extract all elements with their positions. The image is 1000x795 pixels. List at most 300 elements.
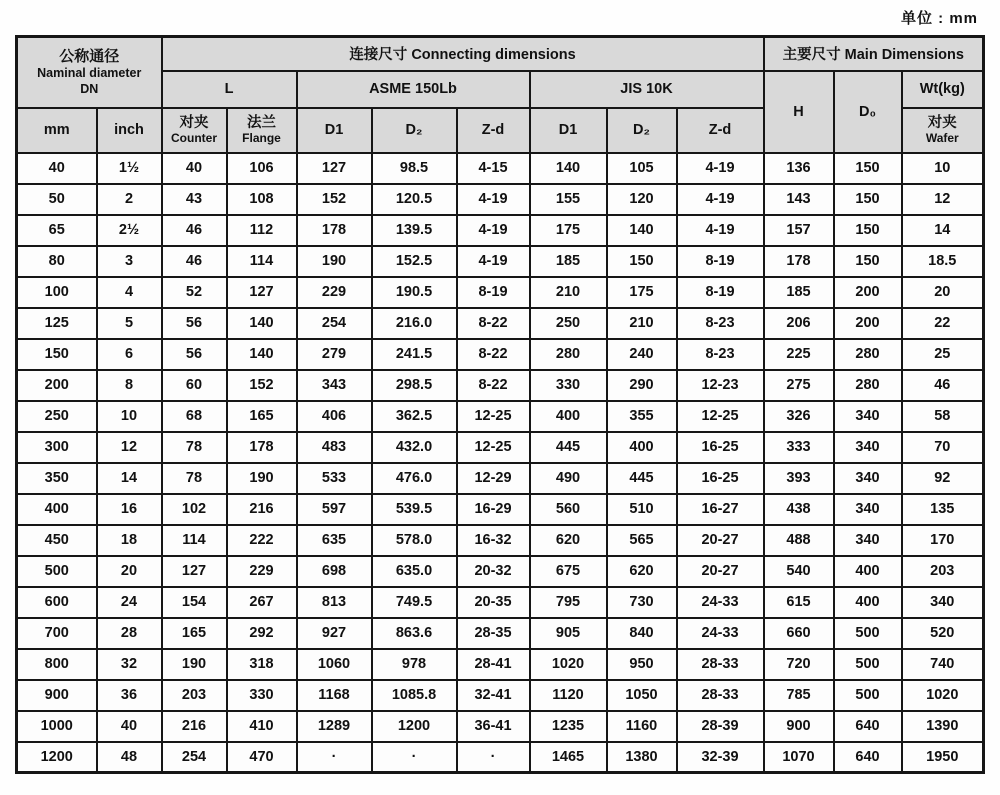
table-cell: 58 [902,401,984,432]
table-cell: 483 [297,432,372,463]
table-row [17,649,984,680]
table-cell: 150 [834,153,902,184]
table-row [17,370,984,401]
header-row-subgroups [17,71,984,108]
table-cell: 16-32 [457,525,530,556]
table-cell: 127 [297,153,372,184]
table-cell: 8-19 [457,277,530,308]
table-cell: 50 [17,184,97,215]
table-row [17,153,984,184]
header-main-group: 主要尺寸 Main Dimensions [764,37,984,71]
table-cell: 12-25 [457,401,530,432]
table-cell: 56 [162,308,227,339]
table-cell: 330 [530,370,607,401]
table-cell: 150 [834,215,902,246]
table-cell: 190 [162,649,227,680]
table-cell: 16-25 [677,463,764,494]
table-cell: 22 [902,308,984,339]
flange-label-zh: 法兰 [247,115,276,132]
table-cell: 46 [162,215,227,246]
table-cell: 1168 [297,680,372,711]
table-row [17,215,984,246]
table-cell: 24-33 [677,618,764,649]
table-cell: 229 [227,556,297,587]
table-row [17,618,984,649]
dn-group-label-zh: 公称通径 [59,47,120,65]
table-cell: 1200 [372,711,457,742]
table-cell: 140 [607,215,677,246]
table-cell: 135 [902,494,984,525]
table-cell: 105 [607,153,677,184]
table-cell: 206 [764,308,834,339]
table-cell: 28-33 [677,649,764,680]
table-cell: 24-33 [677,587,764,618]
table-row [17,587,984,618]
table-body [17,153,984,773]
table-cell: 56 [162,339,227,370]
table-cell: 1950 [902,742,984,773]
table-cell: 32-41 [457,680,530,711]
table-cell: 4-19 [457,184,530,215]
wafer-label-zh: 对夹 [927,115,957,132]
dn-group-label-en: Naminal diameter [37,66,142,81]
table-cell: 400 [834,556,902,587]
table-cell: 152 [227,370,297,401]
table-cell: 1020 [902,680,984,711]
table-cell: 127 [162,556,227,587]
table-cell: 14 [902,215,984,246]
table-cell: 500 [834,618,902,649]
table-cell: 8-22 [457,339,530,370]
table-cell: 170 [902,525,984,556]
table-cell: 640 [834,711,902,742]
table-cell: 18.5 [902,246,984,277]
table-cell: 400 [17,494,97,525]
table-cell: · [372,742,457,773]
table-cell: 16 [97,494,162,525]
header-jis-zd-column: Z-d [677,108,764,153]
table-cell: 539.5 [372,494,457,525]
table-cell: 615 [764,587,834,618]
table-cell: 6 [97,339,162,370]
table-cell: 1070 [764,742,834,773]
table-cell: 120 [607,184,677,215]
table-cell: 8-22 [457,308,530,339]
table-cell: 490 [530,463,607,494]
table-cell: 140 [227,308,297,339]
table-cell: 150 [17,339,97,370]
table-cell: 203 [902,556,984,587]
header-wafer-column [902,108,984,153]
table-cell: 3 [97,246,162,277]
table-cell: 863.6 [372,618,457,649]
counter-label-zh: 对夹 [179,115,209,132]
table-cell: 432.0 [372,432,457,463]
table-cell: 60 [162,370,227,401]
table-cell: 1380 [607,742,677,773]
table-cell: 43 [162,184,227,215]
table-cell: 225 [764,339,834,370]
table-row [17,184,984,215]
table-cell: 12-29 [457,463,530,494]
table-cell: 152.5 [372,246,457,277]
table-cell: 8-19 [677,246,764,277]
table-cell: 240 [607,339,677,370]
table-cell: 445 [607,463,677,494]
table-cell: 32 [97,649,162,680]
table-row [17,246,984,277]
table-cell: 250 [530,308,607,339]
table-cell: 25 [902,339,984,370]
table-cell: 900 [764,711,834,742]
table-cell: 406 [297,401,372,432]
table-cell: 333 [764,432,834,463]
table-row [17,680,984,711]
table-cell: 155 [530,184,607,215]
table-cell: 68 [162,401,227,432]
table-cell: 216.0 [372,308,457,339]
header-asme-d2-column: D₂ [372,108,457,153]
table-cell: 470 [227,742,297,773]
table-cell: 438 [764,494,834,525]
table-cell: 40 [17,153,97,184]
table-cell: 635.0 [372,556,457,587]
table-cell: 241.5 [372,339,457,370]
table-cell: 12-25 [677,401,764,432]
table-cell: 4 [97,277,162,308]
table-cell: 10 [902,153,984,184]
table-cell: 1390 [902,711,984,742]
table-row [17,556,984,587]
table-cell: 28-41 [457,649,530,680]
table-cell: 565 [607,525,677,556]
table-cell: 20-35 [457,587,530,618]
table-cell: 127 [227,277,297,308]
table-cell: 1050 [607,680,677,711]
table-cell: 28-39 [677,711,764,742]
table-cell: 400 [834,587,902,618]
table-cell: 216 [227,494,297,525]
dn-group-code: DN [80,82,99,96]
table-cell: 2 [97,184,162,215]
table-cell: 80 [17,246,97,277]
table-cell: 92 [902,463,984,494]
table-cell: 318 [227,649,297,680]
table-cell: 1235 [530,711,607,742]
table-cell: 275 [764,370,834,401]
header-counter-column [162,108,227,153]
table-row [17,401,984,432]
table-cell: 16-29 [457,494,530,525]
table-cell: 905 [530,618,607,649]
table-cell: 229 [297,277,372,308]
table-cell: 254 [297,308,372,339]
table-row [17,308,984,339]
unit-label: 单位 : mm [900,10,978,27]
wafer-label-en: Wafer [925,130,959,145]
table-cell: 8-23 [677,339,764,370]
table-cell: 65 [17,215,97,246]
header-asme-zd-column: Z-d [457,108,530,153]
table-cell: 350 [17,463,97,494]
header-jis-group: JIS 10K [530,71,764,108]
table-cell: 280 [530,339,607,370]
table-cell: 28-35 [457,618,530,649]
table-cell: 540 [764,556,834,587]
table-row [17,339,984,370]
table-cell: 950 [607,649,677,680]
dimensions-table [15,35,985,774]
table-cell: 640 [834,742,902,773]
table-cell: 28-33 [677,680,764,711]
table-row [17,494,984,525]
table-cell: 36 [97,680,162,711]
table-cell: 40 [162,153,227,184]
table-cell: 4-19 [677,184,764,215]
table-cell: 597 [297,494,372,525]
table-cell: 18 [97,525,162,556]
table-cell: 150 [834,246,902,277]
table-cell: 16-27 [677,494,764,525]
table-cell: 14 [97,463,162,494]
table-cell: 78 [162,463,227,494]
table-cell: 178 [297,215,372,246]
table-cell: 12 [97,432,162,463]
table-cell: 1000 [17,711,97,742]
table-cell: 927 [297,618,372,649]
table-cell: 140 [530,153,607,184]
table-cell: 165 [227,401,297,432]
table-cell: 178 [764,246,834,277]
table-cell: 578.0 [372,525,457,556]
header-asme-group: ASME 150Lb [297,71,530,108]
table-cell: 450 [17,525,97,556]
table-cell: 445 [530,432,607,463]
table-cell: 46 [902,370,984,401]
table-cell: 4-19 [457,215,530,246]
table-cell: 78 [162,432,227,463]
table-cell: 340 [834,525,902,556]
header-connecting-group: 连接尺寸 Connecting dimensions [162,37,764,71]
table-cell: 157 [764,215,834,246]
table-cell: 16-25 [677,432,764,463]
table-cell: 476.0 [372,463,457,494]
table-cell: 36-41 [457,711,530,742]
table-cell: 190.5 [372,277,457,308]
table-cell: 698 [297,556,372,587]
table-cell: 400 [530,401,607,432]
table-cell: 840 [607,618,677,649]
table-cell: 8-22 [457,370,530,401]
table-cell: 900 [17,680,97,711]
table-row [17,277,984,308]
table-cell: 1160 [607,711,677,742]
table-cell: 200 [834,277,902,308]
table-cell: 355 [607,401,677,432]
table-cell: 222 [227,525,297,556]
table-cell: 785 [764,680,834,711]
table-cell: 190 [227,463,297,494]
header-mm-column: mm [17,108,97,153]
table-row [17,463,984,494]
table-cell: 8 [97,370,162,401]
header-h-column: H [764,71,834,153]
table-cell: 520 [902,618,984,649]
table-cell: 175 [607,277,677,308]
table-cell: 300 [17,432,97,463]
table-cell: 280 [834,370,902,401]
table-row [17,711,984,742]
table-cell: 70 [902,432,984,463]
table-cell: 813 [297,587,372,618]
table-cell: 139.5 [372,215,457,246]
table-cell: 4-19 [457,246,530,277]
table-cell: 200 [17,370,97,401]
table-cell: 185 [530,246,607,277]
table-cell: 150 [834,184,902,215]
header-jis-d2-column: D₂ [607,108,677,153]
table-cell: 210 [607,308,677,339]
table-cell: · [457,742,530,773]
table-cell: 10 [97,401,162,432]
table-cell: 800 [17,649,97,680]
table-cell: 410 [227,711,297,742]
table-cell: 620 [530,525,607,556]
table-cell: 4-19 [677,153,764,184]
header-asme-d1-column: D1 [297,108,372,153]
table-cell: 20-27 [677,556,764,587]
table-cell: 165 [162,618,227,649]
table-cell: 560 [530,494,607,525]
table-cell: 210 [530,277,607,308]
table-cell: 533 [297,463,372,494]
header-dn-group [17,37,162,108]
table-cell: 340 [834,432,902,463]
table-cell: 136 [764,153,834,184]
table-cell: 280 [834,339,902,370]
table-cell: 143 [764,184,834,215]
table-cell: 108 [227,184,297,215]
table-cell: 362.5 [372,401,457,432]
table-cell: 48 [97,742,162,773]
table-cell: 120.5 [372,184,457,215]
table-cell: 740 [902,649,984,680]
header-inch-column: inch [97,108,162,153]
table-cell: 600 [17,587,97,618]
table-cell: 24 [97,587,162,618]
table-cell: 12-23 [677,370,764,401]
table-cell: 98.5 [372,153,457,184]
table-cell: 488 [764,525,834,556]
table-cell: 393 [764,463,834,494]
table-cell: 152 [297,184,372,215]
table-cell: 114 [162,525,227,556]
table-cell: 340 [902,587,984,618]
table-cell: 20 [97,556,162,587]
table-cell: 5 [97,308,162,339]
table-row [17,525,984,556]
table-cell: 154 [162,587,227,618]
table-cell: 106 [227,153,297,184]
table-cell: 140 [227,339,297,370]
table-cell: 8-23 [677,308,764,339]
table-row [17,432,984,463]
table-cell: 730 [607,587,677,618]
table-cell: 720 [764,649,834,680]
table-cell: 340 [834,463,902,494]
table-cell: 1085.8 [372,680,457,711]
table-cell: 175 [530,215,607,246]
table-cell: 290 [607,370,677,401]
table-cell: 32-39 [677,742,764,773]
table-cell: 254 [162,742,227,773]
table-cell: 279 [297,339,372,370]
table-cell: 114 [227,246,297,277]
table-cell: 20 [902,277,984,308]
table-cell: 330 [227,680,297,711]
table-cell: 4-19 [677,215,764,246]
table-cell: 1½ [97,153,162,184]
table-cell: 190 [297,246,372,277]
table-cell: 660 [764,618,834,649]
table-cell: 28 [97,618,162,649]
table-cell: · [297,742,372,773]
table-cell: 400 [607,432,677,463]
table-cell: 200 [834,308,902,339]
table-cell: 150 [607,246,677,277]
counter-label-en: Counter [171,130,217,145]
table-cell: 20-27 [677,525,764,556]
table-cell: 340 [834,494,902,525]
table-cell: 292 [227,618,297,649]
table-cell: 978 [372,649,457,680]
table-cell: 1120 [530,680,607,711]
table-cell: 46 [162,246,227,277]
table-cell: 635 [297,525,372,556]
table-cell: 1020 [530,649,607,680]
table-cell: 749.5 [372,587,457,618]
table-cell: 112 [227,215,297,246]
table-cell: 40 [97,711,162,742]
table-cell: 8-19 [677,277,764,308]
table-cell: 1060 [297,649,372,680]
header-jis-d1-column: D1 [530,108,607,153]
table-cell: 1465 [530,742,607,773]
table-cell: 620 [607,556,677,587]
table-cell: 216 [162,711,227,742]
table-cell: 178 [227,432,297,463]
table-cell: 1200 [17,742,97,773]
header-wt-column: Wt(kg) [902,71,984,108]
table-cell: 500 [834,649,902,680]
table-cell: 298.5 [372,370,457,401]
table-cell: 340 [834,401,902,432]
header-row-groups [17,37,984,71]
table-cell: 12 [902,184,984,215]
flange-label-en: Flange [242,130,281,145]
table-cell: 326 [764,401,834,432]
header-flange-column [227,108,297,153]
table-cell: 250 [17,401,97,432]
table-cell: 185 [764,277,834,308]
table-cell: 267 [227,587,297,618]
table-cell: 102 [162,494,227,525]
table-cell: 1289 [297,711,372,742]
table-header [17,37,984,153]
table-cell: 20-32 [457,556,530,587]
table-cell: 675 [530,556,607,587]
header-l-group: L [162,71,297,108]
